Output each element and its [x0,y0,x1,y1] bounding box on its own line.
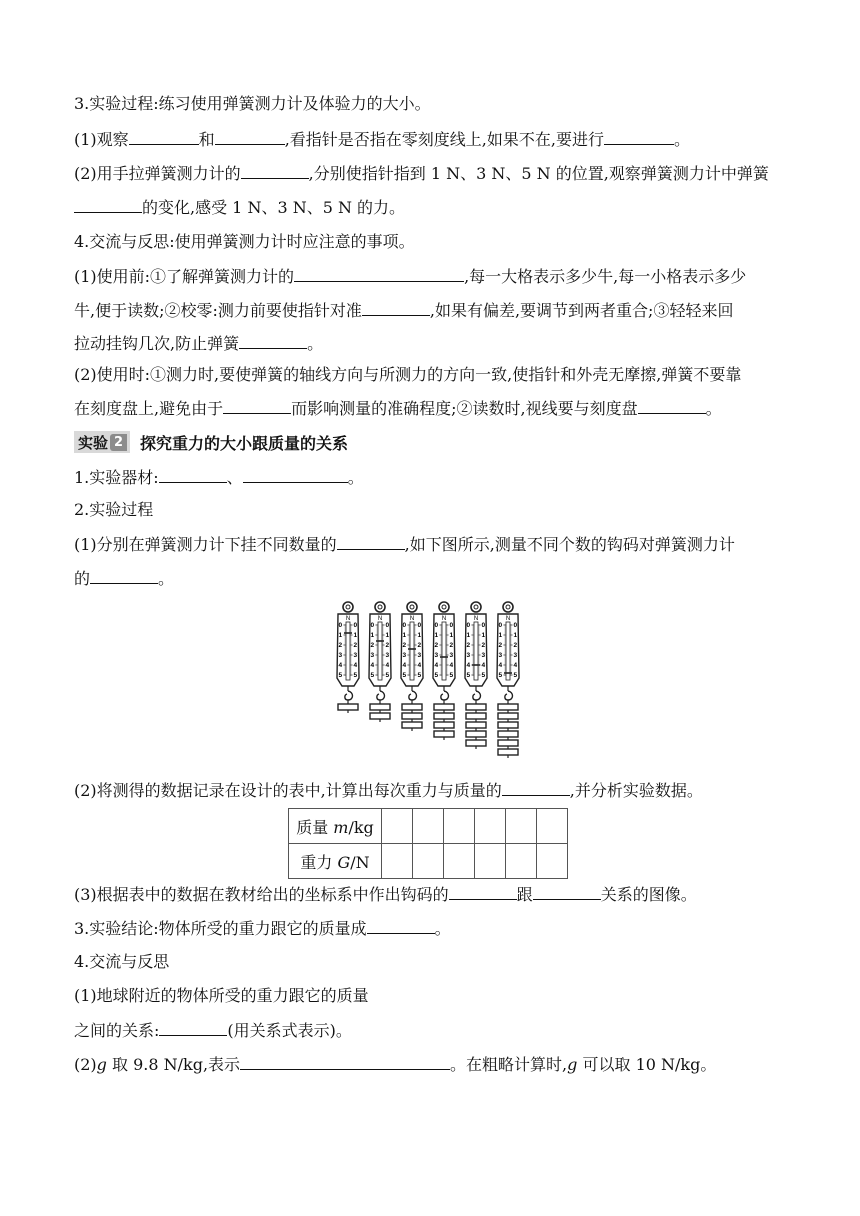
scale-tick-label: 3 [370,652,375,659]
scale-slot [346,622,350,680]
answer-blank[interactable] [239,333,307,349]
e2-reflection-1-line2: 之间的关系: (用关系式表示)。 [74,1021,352,1040]
spring-scales-figure [330,598,530,768]
table-cell[interactable] [444,844,475,879]
scale-tick-label: 2 [498,642,503,649]
scale-tick-label: 2 [417,642,422,649]
scale-tick-label: 2 [338,642,343,649]
experiment-title: 探究重力的大小跟质量的关系 [140,433,349,453]
scale-tick-label: 4 [417,662,422,669]
table-cell[interactable] [382,844,413,879]
scale-tick-label: 5 [466,672,471,679]
scale-tick-label: 1 [370,632,375,639]
scale-tick-label: 3 [449,652,454,659]
scale-ring [439,602,449,612]
e2-materials: 1.实验器材: 、 。 [74,468,364,487]
scale-tick-label: 4 [338,662,343,669]
section-4-title: 4.交流与反思:使用弹簧测力计时应注意的事项。 [74,232,415,251]
scale-tick-label: 0 [481,622,486,629]
scale-hook [345,691,353,700]
table-cell[interactable] [537,844,568,879]
scale-ring [375,602,385,612]
spring-scale [369,602,391,722]
answer-blank[interactable] [449,884,517,900]
answer-blank[interactable] [638,398,706,414]
scale-tick-label: 4 [353,662,358,669]
e2-reflection-title: 4.交流与反思 [74,952,170,971]
scale-tick-label: 3 [353,652,358,659]
scale-slot [474,622,478,680]
question-3-1: (1)观察 和 ,看指针是否指在零刻度线上,如果不在,要进行 。 [74,130,690,149]
scale-tick-label: 4 [513,662,518,669]
scale-hook [441,691,449,700]
answer-blank[interactable] [337,534,405,550]
scale-tick-label: 0 [513,622,518,629]
scale-tick-label: 1 [417,632,422,639]
answer-blank[interactable] [159,467,227,483]
scale-tick-label: 5 [449,672,454,679]
hook-weight [434,704,454,710]
scale-ring-inner [378,605,382,609]
question-4-2-line1: (2)使用时:①测力时,要使弹簧的轴线方向与所测力的方向一致,使指针和外壳无摩擦,弹簧不要靠 [74,365,742,384]
e2-process-title: 2.实验过程 [74,500,154,519]
e2-process-1-line2: 的 。 [74,569,175,588]
spring-scale [433,602,455,740]
scale-tick-label: 2 [370,642,375,649]
scale-tick-label: 3 [402,652,407,659]
hook-weight [370,713,390,719]
question-3-2-line1: (2)用手拉弹簧测力计的 ,分别使指针指到 1 N、3 N、5 N 的位置,观察弹簧测力计中弹簧 [74,164,769,183]
spring-scale [465,602,487,749]
answer-blank[interactable] [502,780,570,796]
experiment-2-heading [74,431,348,453]
table-row-weight [289,844,568,879]
scale-unit-label: N [345,616,351,622]
hook-weight [434,722,454,728]
question-4-1-line3: 拉动挂钩几次,防止弹簧 。 [74,334,324,353]
scale-tick-label: 0 [402,622,407,629]
experiment-number: 2 [110,434,127,451]
spring-scale [497,602,519,758]
answer-blank[interactable] [243,467,348,483]
scale-tick-label: 5 [481,672,486,679]
hook-weight [466,740,486,746]
answer-blank[interactable] [129,129,199,145]
section-3-title: 3.实验过程:练习使用弹簧测力计及体验力的大小。 [74,94,431,113]
scale-ring-inner [442,605,446,609]
scale-tick-label: 1 [353,632,358,639]
scale-tick-label: 1 [338,632,343,639]
table-cell[interactable] [475,809,506,844]
experiment-tag: 实验 2 [74,431,130,453]
hook-weight [402,722,422,728]
scale-hook [409,691,417,700]
answer-blank[interactable] [74,197,142,213]
question-4-2-line2: 在刻度盘上,避免由于 而影响测量的准确程度;②读数时,视线要与刻度盘 。 [74,399,722,418]
scale-tick-label: 4 [498,662,503,669]
scale-unit-label: N [377,616,383,622]
question-4-1-line2: 牛,便于读数;②校零:测力前要使指针对准 ,如果有偏差,要调节到两者重合;③轻轻来回 [74,301,734,320]
scale-tick-label: 2 [385,642,390,649]
scale-ring-inner [506,605,510,609]
scale-tick-label: 0 [449,622,454,629]
question-3-2-line2: 的变化,感受 1 N、3 N、5 N 的力。 [74,197,405,218]
scale-tick-label: 2 [353,642,358,649]
hook-weight [466,722,486,728]
scale-tick-label: 1 [513,632,518,639]
table-row-mass [289,809,568,844]
scale-ring-inner [410,605,414,609]
scale-tick-label: 5 [353,672,358,679]
table-cell[interactable] [382,809,413,844]
scale-tick-label: 0 [338,622,343,629]
scale-tick-label: 1 [449,632,454,639]
scale-ring [503,602,513,612]
scale-slot [378,622,382,680]
table-cell[interactable] [413,809,444,844]
answer-blank[interactable] [240,1054,450,1070]
hook-weight [370,704,390,710]
scale-ring [343,602,353,612]
scale-tick-label: 2 [402,642,407,649]
hook-weight [402,704,422,710]
e2-process-2: (2)将测得的数据记录在设计的表中,计算出每次重力与质量的 ,并分析实验数据。 [74,781,703,800]
weight-label: 重力 G/N [289,844,382,879]
e2-process-1-line1: (1)分别在弹簧测力计下挂不同数量的 ,如下图所示,测量不同个数的钩码对弹簧测力计 [74,535,735,554]
scale-tick-label: 2 [466,642,471,649]
scale-slot [506,622,510,680]
scale-tick-label: 5 [385,672,390,679]
scale-slot [410,622,414,680]
scale-tick-label: 5 [370,672,375,679]
answer-blank[interactable] [223,398,291,414]
e2-conclusion: 3.实验结论:物体所受的重力跟它的质量成 。 [74,919,451,938]
answer-blank[interactable] [362,300,430,316]
answer-blank[interactable] [241,163,309,179]
hook-weight [466,704,486,710]
scale-tick-label: 1 [466,632,471,639]
scale-slot [442,622,446,680]
scale-ring [471,602,481,612]
scale-hook [377,691,385,700]
spring-scale [337,602,359,713]
scale-tick-label: 3 [434,652,439,659]
scale-tick-label: 0 [434,622,439,629]
hook-weight [498,749,518,755]
scale-tick-label: 3 [466,652,471,659]
scale-tick-label: 4 [481,662,486,669]
scale-hook [505,691,513,700]
answer-blank[interactable] [159,1020,227,1036]
hook-weight [338,704,358,710]
hook-weight [498,722,518,728]
hook-weight [498,704,518,710]
scale-tick-label: 0 [498,622,503,629]
table-cell[interactable] [413,844,444,879]
e2-process-3: (3)根据表中的数据在教材给出的坐标系中作出钩码的 跟 关系的图像。 [74,885,697,904]
scale-tick-label: 3 [338,652,343,659]
scale-tick-label: 0 [466,622,471,629]
scale-tick-label: 3 [385,652,390,659]
e2-reflection-1-line1: (1)地球附近的物体所受的重力跟它的质量 [74,986,369,1005]
scale-unit-label: N [473,616,479,622]
hook-weight [402,713,422,719]
scale-tick-label: 5 [417,672,422,679]
hook-weight [466,713,486,719]
scale-tick-label: 1 [385,632,390,639]
data-table [288,808,568,879]
table-cell[interactable] [506,809,537,844]
answer-blank[interactable] [367,918,435,934]
scale-tick-label: 2 [434,642,439,649]
table-cell[interactable] [537,809,568,844]
hook-weight [498,713,518,719]
scale-tick-label: 4 [449,662,454,669]
scale-tick-label: 2 [513,642,518,649]
scale-ring [407,602,417,612]
table-cell[interactable] [506,844,537,879]
table-cell[interactable] [475,844,506,879]
e2-reflection-2: (2)g 取 9.8 N/kg,表示 。在粗略计算时,g 可以取 10 N/kg。 [74,1055,717,1074]
scale-unit-label: N [441,616,447,622]
scale-tick-label: 5 [434,672,439,679]
scale-unit-label: N [409,616,415,622]
hook-weight [466,731,486,737]
answer-blank[interactable] [533,884,601,900]
spring-scale [401,602,423,731]
answer-blank[interactable] [90,568,158,584]
scale-tick-label: 0 [353,622,358,629]
scale-tick-label: 4 [466,662,471,669]
scale-tick-label: 5 [513,672,518,679]
mass-label: 质量 m/kg [289,809,382,844]
hook-weight [434,713,454,719]
scale-tick-label: 5 [402,672,407,679]
scale-tick-label: 3 [513,652,518,659]
scale-tick-label: 4 [402,662,407,669]
scale-tick-label: 3 [417,652,422,659]
scale-tick-label: 5 [338,672,343,679]
scale-tick-label: 1 [498,632,503,639]
scale-tick-label: 0 [370,622,375,629]
scale-tick-label: 4 [370,662,375,669]
scale-hook [473,691,481,700]
table-cell[interactable] [444,809,475,844]
answer-blank[interactable] [604,129,674,145]
scale-tick-label: 3 [498,652,503,659]
scale-ring-inner [346,605,350,609]
hook-weight [498,740,518,746]
scale-tick-label: 2 [449,642,454,649]
hook-weight [434,731,454,737]
scale-tick-label: 4 [385,662,390,669]
scale-tick-label: 0 [385,622,390,629]
scale-tick-label: 2 [481,642,486,649]
scale-tick-label: 1 [434,632,439,639]
scale-tick-label: 1 [481,632,486,639]
scale-tick-label: 4 [434,662,439,669]
scale-tick-label: 3 [481,652,486,659]
answer-blank[interactable] [215,129,285,145]
scale-tick-label: 0 [417,622,422,629]
hook-weight [498,731,518,737]
question-4-1-line1: (1)使用前:①了解弹簧测力计的 ,每一大格表示多少牛,每一小格表示多少 [74,267,747,286]
scale-ring-inner [474,605,478,609]
scale-tick-label: 5 [498,672,503,679]
scale-unit-label: N [505,616,511,622]
answer-blank[interactable] [294,266,464,282]
scale-tick-label: 1 [402,632,407,639]
